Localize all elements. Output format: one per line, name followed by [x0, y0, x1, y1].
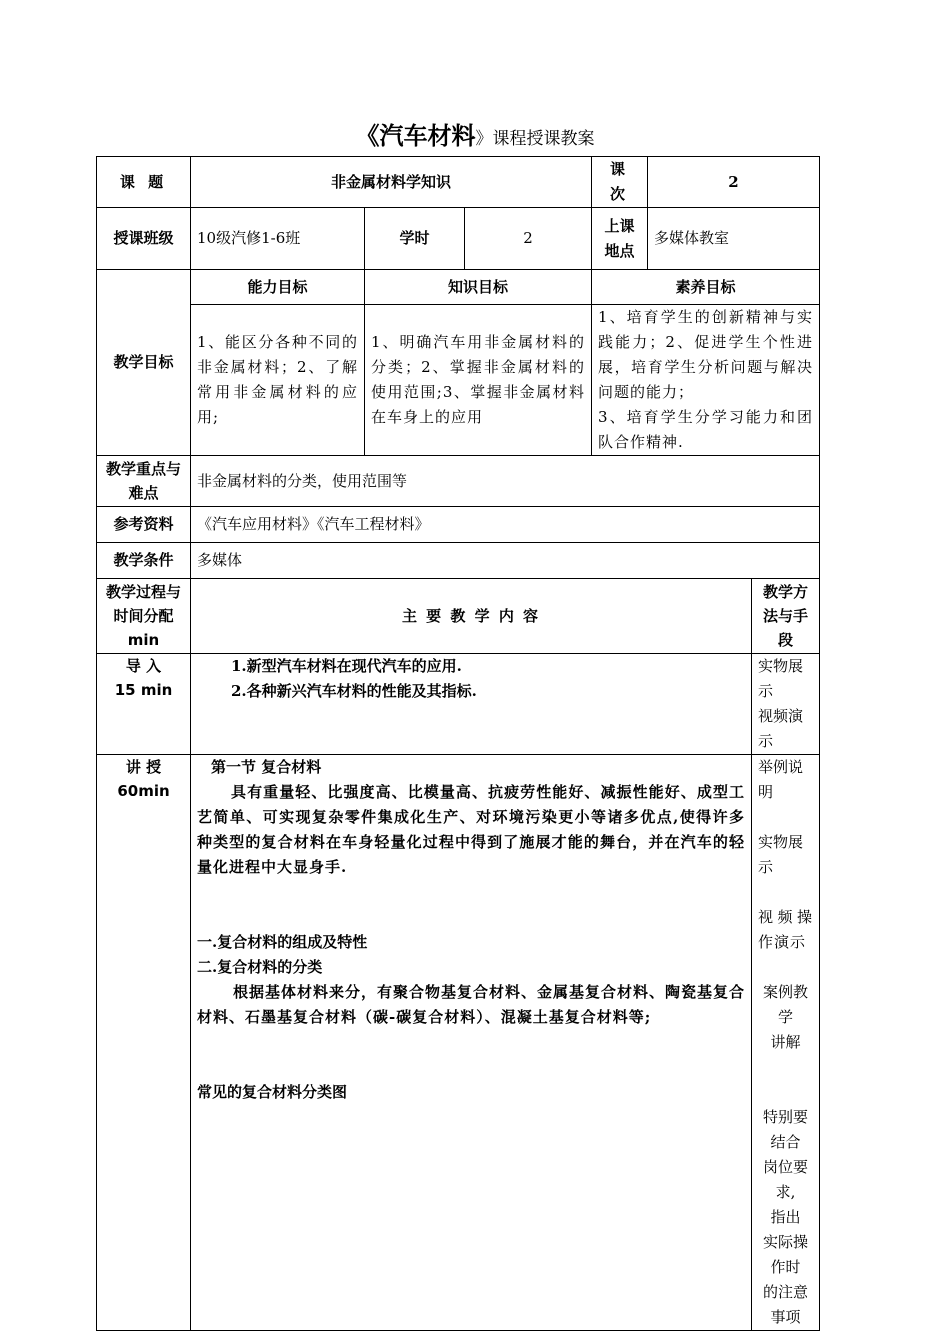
- session-value: 2: [648, 157, 820, 208]
- method-head: 教学方法与手段: [752, 579, 820, 654]
- row-topic: [97, 157, 820, 208]
- lecture-method-6: 特别要结合: [763, 1108, 809, 1151]
- label-objectives: 教学目标: [97, 270, 191, 456]
- lesson-plan-table: [96, 156, 820, 1331]
- row-intro: [97, 654, 820, 755]
- lecture-methods: [752, 755, 820, 1331]
- lecture-label-1: 讲 授: [125, 758, 162, 776]
- lecture-method-9: 实际操作时: [763, 1233, 809, 1276]
- intro-line-1: 1.新型汽车材料在现代汽车的应用.: [231, 657, 462, 675]
- lecture-para-1: 具有重量轻、比强度高、比模量高、抗疲劳性能好、减振性能好、成型工艺简单、可实现复杂零件集成化生产、对环境污染更小等诸多优点,使得许多种类型的复合材料在车身轻量化过程中得到了施展才能的舞台，并在汽车的轻量化进程中大显身手.: [197, 783, 746, 876]
- head-knowledge: 知识目标: [365, 270, 592, 305]
- lecture-heading-2: 二.复合材料的分类: [197, 958, 323, 976]
- lecture-spacer-1: [197, 880, 745, 930]
- title-strong: 《汽车材料: [355, 121, 476, 150]
- title-rest: 》课程授课教案: [475, 129, 595, 149]
- lecture-method-8: 指出: [770, 1208, 801, 1226]
- intro-label-2: 15 min: [114, 681, 173, 699]
- row-cond: [97, 543, 820, 579]
- intro-method-1: 实物展示: [758, 657, 804, 700]
- label-class: 授课班级: [97, 208, 191, 270]
- label-key: 教学重点与难点: [97, 456, 191, 507]
- row-refs: [97, 507, 820, 543]
- lecture-method-1: 举例说明: [758, 758, 804, 801]
- lecture-method-2: 实物展示: [758, 833, 804, 876]
- hours-value: 2: [465, 208, 592, 270]
- lecture-heading-1: 一.复合材料的组成及特性: [197, 933, 368, 951]
- head-ability: 能力目标: [191, 270, 365, 305]
- intro-label-1: 导 入: [125, 657, 162, 675]
- row-lecture: [97, 755, 820, 1331]
- ability-text: 1、能区分各种不同的非金属材料；2、了解常用非金属材料的应用;: [191, 305, 365, 456]
- method-gap-1: [758, 805, 813, 830]
- row-class: [97, 208, 820, 270]
- row-key: [97, 456, 820, 507]
- intro-line-2: 2.各种新兴汽车材料的性能及其指标.: [231, 682, 477, 700]
- lecture-method-5: 讲解: [770, 1033, 801, 1051]
- lecture-label-2: 60min: [117, 782, 170, 800]
- lecture-method-4: 案例教学: [763, 983, 809, 1026]
- intro-method-2: 视频演示: [758, 707, 804, 750]
- cond-text: 多媒体: [191, 543, 820, 579]
- lecture-section: 第一节 复合材料: [211, 758, 322, 776]
- page-title: [0, 116, 950, 151]
- key-text: 非金属材料的分类，使用范围等: [191, 456, 820, 507]
- lecture-method-10: 的注意事项: [763, 1283, 809, 1326]
- row-process-head: [97, 579, 820, 654]
- row-objectives: [97, 305, 820, 456]
- method-gap-4: [758, 1055, 813, 1105]
- lecture-spacer-2: [197, 1030, 745, 1080]
- method-gap-2: [758, 880, 813, 905]
- row-objective-heads: [97, 270, 820, 305]
- intro-content: [191, 654, 752, 755]
- lecture-label: [97, 755, 191, 1331]
- lecture-content: [191, 755, 752, 1331]
- head-quality: 素养目标: [592, 270, 820, 305]
- label-topic: 课 题: [97, 157, 191, 208]
- knowledge-text: 1、明确汽车用非金属材料的分类；2、掌握非金属材料的使用范围;3、掌握非金属材料在车身上的应用: [365, 305, 592, 456]
- quality-text: 1、培育学生的创新精神与实践能力；2、促进学生个性进展，培育学生分析问题与解决问题的能力； 3、培育学生分学习能力和团队合作精神.: [592, 305, 820, 456]
- label-cond: 教学条件: [97, 543, 191, 579]
- place-value: 多媒体教室: [648, 208, 820, 270]
- method-gap-3: [758, 955, 813, 980]
- intro-label: [97, 654, 191, 755]
- content-head: 主 要 教 学 内 容: [191, 579, 752, 654]
- label-place: 上课地点: [592, 208, 648, 270]
- label-refs: 参考资料: [97, 507, 191, 543]
- topic-value: 非金属材料学知识: [191, 157, 592, 208]
- lecture-method-3: 视频操作演示: [758, 908, 814, 951]
- lecture-method-7: 岗位要求,: [763, 1158, 809, 1201]
- intro-methods: [752, 654, 820, 755]
- class-value: 10级汽修1-6班: [191, 208, 365, 270]
- refs-text: 《汽车应用材料》《汽车工程材料》: [191, 507, 820, 543]
- lecture-figure-caption: 常见的复合材料分类图: [197, 1083, 348, 1101]
- lecture-para-2: 根据基体材料来分，有聚合物基复合材料、金属基复合材料、陶瓷基复合材料、石墨基复合材料（碳-碳复合材料）、混凝土基复合材料等;: [197, 983, 746, 1026]
- label-session: 课 次: [592, 157, 648, 208]
- label-hours: 学时: [365, 208, 465, 270]
- label-process: 教学过程与时间分配 min: [97, 579, 191, 654]
